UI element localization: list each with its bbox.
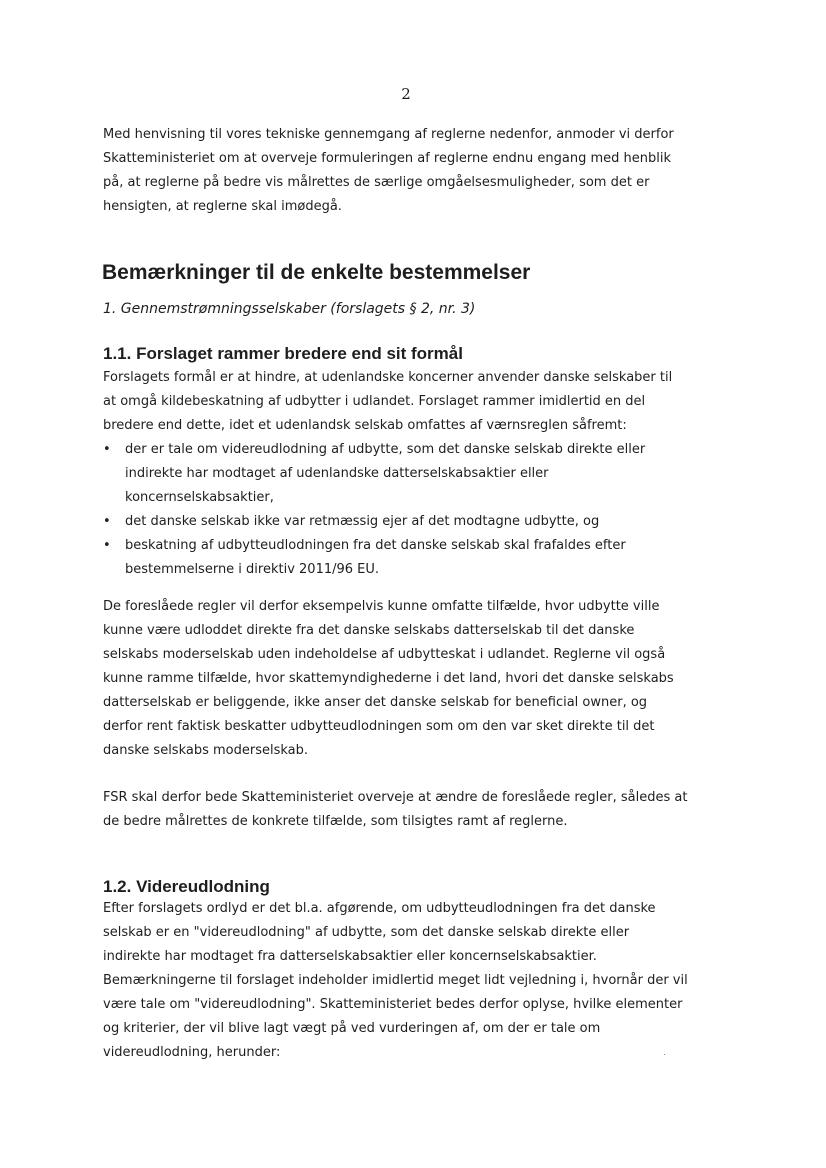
text-line: hensigten, at reglerne skal imødegå. — [103, 199, 342, 214]
bullet-icon: • — [103, 442, 111, 457]
text-line: selskab er en "videreudlodning" af udbytte, som det danske selskab direkte eller — [103, 925, 630, 940]
intro-paragraph — [103, 123, 708, 219]
text-line: beskatning af udbytteudlodningen fra det danske selskab skal frafaldes efter — [125, 538, 626, 553]
text-line: Efter forslagets ordlyd er det bl.a. afgørende, om udbytteudlodningen fra det danske — [103, 901, 656, 916]
text-line: de bedre målrettes de konkrete tilfælde, som tilsigtes ramt af reglerne. — [103, 814, 568, 829]
text-line: danske selskabs moderselskab. — [103, 743, 309, 758]
text-line: at omgå kildebeskatning af udbytter i udlandet. Forslaget rammer imidlertid en del — [103, 394, 646, 409]
text-line: indirekte har modtaget af udenlandske datterselskabsaktier eller — [125, 466, 549, 481]
section-1-1-paragraph-3 — [103, 786, 708, 834]
section-1-1-lead-paragraph — [103, 366, 708, 438]
main-heading: Bemærkninger til de enkelte bestemmelser — [102, 261, 531, 284]
text-line: kunne ramme tilfælde, hvor skattemyndighederne i det land, hvori det danske selskabs — [103, 671, 674, 686]
bullet-icon: • — [103, 538, 111, 553]
section-subheading: 1. Gennemstrømningsselskaber (forslagets § 2, nr. 3) — [103, 301, 476, 317]
page-number: 2 — [401, 85, 411, 103]
text-line: videreudlodning, herunder: — [103, 1045, 281, 1060]
text-line: Med henvisning til vores tekniske gennemgang af reglerne nedenfor, anmoder vi derfor — [103, 127, 674, 142]
text-line: FSR skal derfor bede Skatteministeriet overveje at ændre de foreslåede regler, således at — [103, 790, 688, 805]
text-line: Skatteministeriet om at overveje formuleringen af reglerne endnu engang med henblik — [103, 151, 672, 166]
text-line: koncernselskabsaktier, — [125, 490, 274, 505]
text-line: kunne være udloddet direkte fra det danske selskabs datterselskab til det danske — [103, 623, 635, 638]
list-item — [103, 510, 708, 534]
list-item — [103, 438, 708, 510]
scan-speck — [664, 1054, 665, 1055]
text-line: derfor rent faktisk beskatter udbytteudlodningen som om den var sket direkte til det — [103, 719, 655, 734]
text-line: bredere end dette, idet et udenlandsk selskab omfattes af værnsreglen såfremt: — [103, 418, 627, 433]
text-line: og kriterier, der vil blive lagt vægt på ved vurderingen af, om der er tale om — [103, 1021, 601, 1036]
text-line: Bemærkningerne til forslaget indeholder imidlertid meget lidt vejledning i, hvornår der vil — [103, 973, 688, 988]
text-line: bestemmelserne i direktiv 2011/96 EU. — [125, 562, 380, 577]
text-line: på, at reglerne på bedre vis målrettes de særlige omgåelsesmuligheder, som det er — [103, 175, 650, 190]
condition-bullet-list — [103, 438, 708, 582]
section-1-1-heading: 1.1. Forslaget rammer bredere end sit formål — [103, 344, 463, 363]
text-line: der er tale om videreudlodning af udbytte, som det danske selskab direkte eller — [125, 442, 646, 457]
text-line: være tale om "videreudlodning". Skatteministeriet bedes derfor oplyse, hvilke elementer — [103, 997, 683, 1012]
text-line: det danske selskab ikke var retmæssig ejer af det modtagne udbytte, og — [125, 514, 600, 529]
text-line: De foreslåede regler vil derfor eksempelvis kunne omfatte tilfælde, hvor udbytte ville — [103, 599, 660, 614]
list-item — [103, 534, 708, 582]
section-1-2-heading: 1.2. Videreudlodning — [103, 877, 270, 896]
text-line: selskabs moderselskab uden indeholdelse af udbytteskat i udlandet. Reglerne vil også — [103, 647, 666, 662]
section-1-2-paragraph — [103, 897, 708, 1065]
text-line: datterselskab er beliggende, ikke anser det danske selskab for beneficial owner, og — [103, 695, 648, 710]
text-line: indirekte har modtaget fra datterselskabsaktier eller koncernselskabsaktier. — [103, 949, 597, 964]
section-1-1-paragraph-2 — [103, 595, 708, 763]
text-line: Forslagets formål er at hindre, at udenlandske koncerner anvender danske selskaber til — [103, 370, 673, 385]
bullet-icon: • — [103, 514, 111, 529]
